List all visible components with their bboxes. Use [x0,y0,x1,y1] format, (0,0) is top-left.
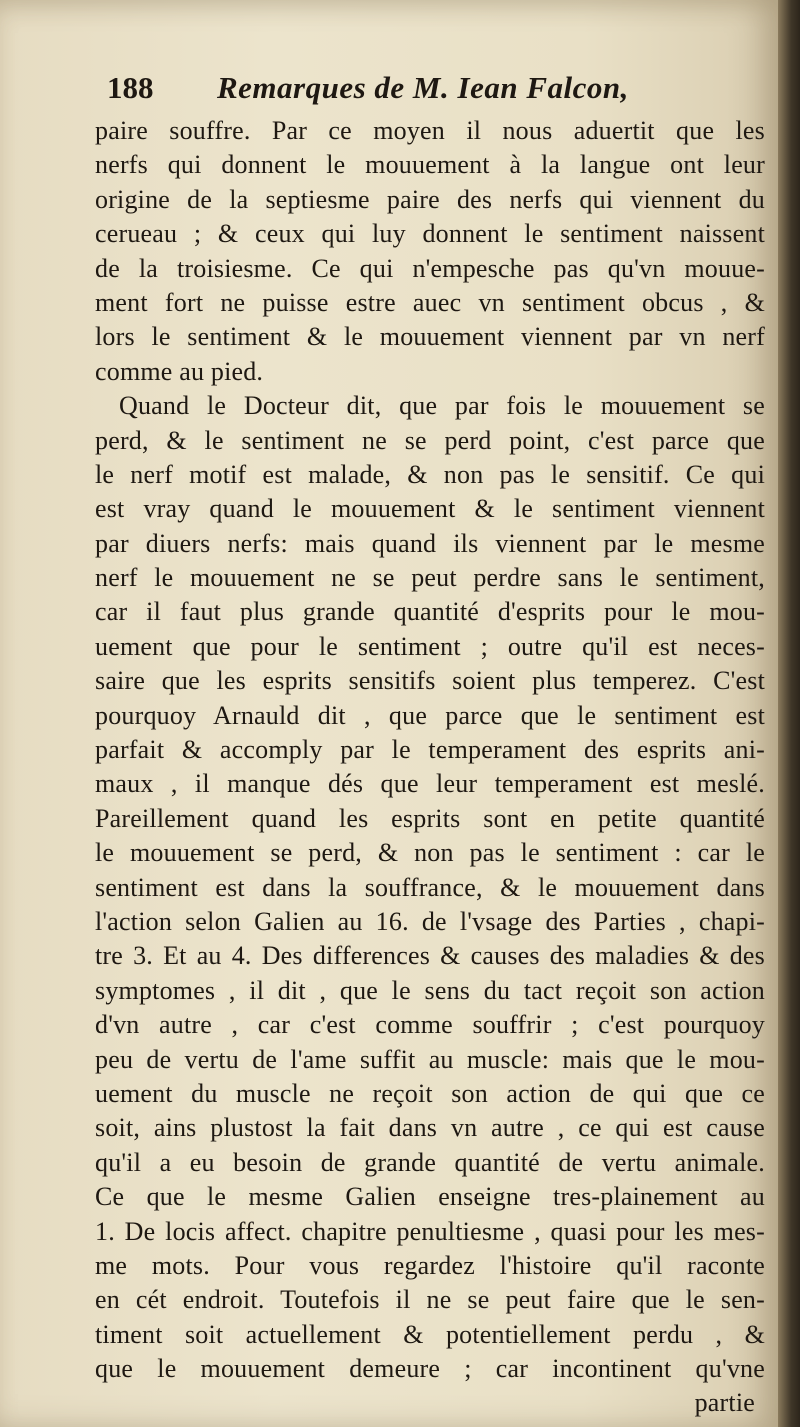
catchword: partie [694,1388,755,1418]
text-line: de la troisiesme. Ce qui n'empesche pas qu'vn mouue- [95,253,765,283]
body-text [95,114,765,1421]
text-line: Ce que le mesme Galien enseigne tres-plainement au [95,1182,765,1212]
text-line: sentiment est dans la souffrance, & le mouuement dans [95,872,765,902]
text-line: lors le sentiment & le mouuement viennent par vn nerf [95,322,765,352]
book-gutter-shadow [778,0,800,1427]
text-line: en cét endroit. Toutefois il ne se peut faire que le sen- [95,1285,765,1315]
text-line: est vray quand le mouuement & le sentiment viennent [95,494,765,524]
text-line: symptomes , il dit , que le sens du tact reçoit son action [95,975,765,1005]
text-line: qu'il a eu besoin de grande quantité de vertu animale. [95,1147,765,1177]
text-block [95,70,765,1421]
text-line: par diuers nerfs: mais quand ils viennent par le mesme [95,528,765,558]
text-line: pourquoy Arnauld dit , que parce que le sentiment est [95,700,765,730]
text-line: origine de la septiesme paire des nerfs qui viennent du [95,184,765,214]
text-line: Pareillement quand les esprits sont en petite quantité [95,803,765,833]
text-line: comme au pied. [95,356,264,386]
text-line: nerfs qui donnent le mouuement à la langue ont leur [95,150,765,180]
text-line: saire que les esprits sensitifs soient plus temperez. C'est [95,666,765,696]
text-line: perd, & le sentiment ne se perd point, c'est parce que [95,425,765,455]
text-line: uement du muscle ne reçoit son action de qui que ce [95,1078,765,1108]
text-line: timent soit actuellement & potentiellement perdu , & [95,1319,765,1349]
text-line: que le mouuement demeure ; car incontinent qu'vne [95,1354,765,1384]
text-line: peu de vertu de l'ame suffit au muscle: mais que le mou- [95,1044,765,1074]
text-line: Quand le Docteur dit, que par fois le mouuement se [119,391,765,421]
text-line: l'action selon Galien au 16. de l'vsage des Parties , chapi- [95,906,765,936]
text-line: car il faut plus grande quantité d'esprits pour le mou- [95,597,765,627]
text-line: cerueau ; & ceux qui luy donnent le sentiment naissent [95,219,765,249]
text-line: uement que pour le sentiment ; outre qu'il est neces- [95,631,765,661]
text-line: paire souffre. Par ce moyen il nous aduertit que les [95,116,765,145]
running-head: Remarques de M. Iean Falcon, [217,70,629,105]
text-line: 1. De locis affect. chapitre penultiesme , quasi pour les mes- [95,1216,765,1246]
text-line: le nerf motif est malade, & non pas le sensitif. Ce qui [95,459,765,489]
text-line: parfait & accomply par le temperament des esprits ani- [95,735,765,765]
text-line: le mouuement se perd, & non pas le sentiment : car le [95,838,765,868]
text-line: nerf le mouuement ne se peut perdre sans le sentiment, [95,563,765,593]
text-line: me mots. Pour vous regardez l'histoire qu'il raconte [95,1250,765,1280]
text-line: tre 3. Et au 4. Des differences & causes des maladies & des [95,941,765,971]
text-line: d'vn autre , car c'est comme souffrir ; c'est pourquoy [95,1010,765,1040]
page-header [95,70,765,120]
text-line: maux , il manque dés que leur temperament est meslé. [95,769,765,799]
text-line: ment fort ne puisse estre auec vn sentiment obcus , & [95,287,765,317]
page-number: 188 [107,70,154,105]
text-line: soit, ains plustost la fait dans vn autre , ce qui est cause [95,1113,765,1143]
